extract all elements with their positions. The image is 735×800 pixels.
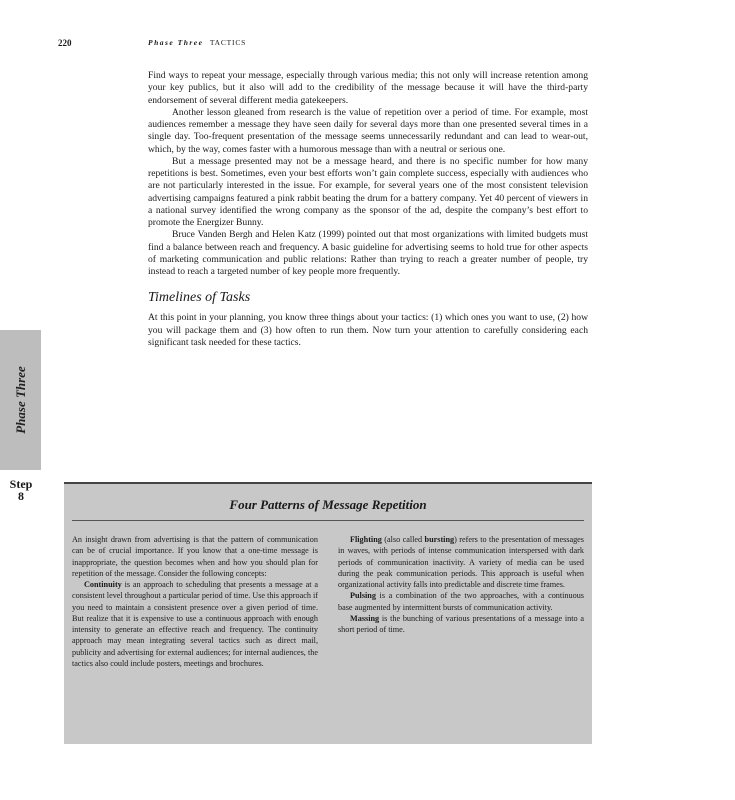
box-intro: An insight drawn from advertising is that the pattern of communication can be of crucial importance. If you know that a one-time message is inappropriate, the question becomes when and how you should plan for repetition of the message. Consider the following concepts: <box>72 535 318 578</box>
phase-side-tab <box>0 330 41 470</box>
box-paragraph-flighting <box>338 534 584 590</box>
running-head <box>148 38 246 47</box>
box-columns <box>72 534 584 669</box>
paragraph: Bruce Vanden Bergh and Helen Katz (1999) pointed out that most organizations with limited budgets must find a balance between reach and frequency. A basic guideline for advertising seems to hold true for other aspects of marketing communication and public relations: Rather than trying to reach a greater number of people, try instead to reach a targeted number of key people more frequently. <box>148 229 588 277</box>
flighting-pre: (also called <box>381 535 425 544</box>
section-heading: Timelines of Tasks <box>148 290 251 306</box>
step-number: 8 <box>18 489 24 503</box>
page-number: 220 <box>58 38 72 48</box>
box-divider <box>72 520 584 521</box>
sidebar-box <box>64 482 592 744</box>
flighting-text: ) refers to the presentation of messages in waves, with periods of intense communication interspersed with dark periods of communication inactivity. A variety of media can be used during the peak communication periods. This approach is useful when organizational activity falls into predictable and discrete time frames. <box>338 535 584 589</box>
term-pulsing: Pulsing <box>350 591 376 601</box>
body-text <box>148 70 588 349</box>
pulsing-text: is a combination of the two approaches, with a continuous base augmented by intermittent bursts of communication activity. <box>338 591 584 612</box>
massing-text: is the bunching of various presentations of a message into a short period of time. <box>338 613 584 634</box>
running-head-phase: Phase Three <box>148 38 204 47</box>
term-continuity: Continuity <box>84 580 122 589</box>
term-flighting: Flighting <box>350 535 382 544</box>
running-head-section: TACTICS <box>209 38 247 47</box>
box-column-left <box>72 534 318 669</box>
paragraph: At this point in your planning, you know three things about your tactics: (1) which ones you want to use, (2) how you will package them and (3) how often to run them. Now turn your attention to carefully considering each significant task needed for these tactics. <box>148 312 588 348</box>
paragraph: Find ways to repeat your message, especially through various media; this not only will increase retention among your key publics, but it also will add to the credibility of the message because it will have the third-party endorsement of several different media gatekeepers. <box>148 70 588 106</box>
paragraph: But a message presented may not be a message heard, and there is no specific number for how many repetitions is best. Sometimes, even your best efforts won’t gain complete success, especially with audiences who are not particularly interested in the issue. For example, for several years one of the most consistent television advertising campaigns featured a pink rabbit beating the drum for a battery company. Yet 40 percent of viewers in a national survey identified the wrong company as the sponsor of the ad, despite the company’s best effort to promote the Energizer Bunny. <box>148 155 588 228</box>
box-title: Four Patterns of Message Repetition <box>229 497 427 512</box>
term-massing: Massing <box>350 613 380 623</box>
box-paragraph-massing <box>338 613 584 636</box>
box-paragraph-pulsing <box>338 590 584 613</box>
continuity-text: is an approach to scheduling that presents a message at a consistent level throughout a particular period of time. Use this approach if you need to maintain a consistent presence over a given period of time. But realize that it is expensive to use a continuous approach with enough intensity to generate an effective reach and frequency. The continuity approach may mean integrating several tactics such as direct mail, publicity and advertising for external audiences; for internal audiences, the tactics also could include posters, meetings and brochures. <box>72 580 319 668</box>
box-column-right <box>338 534 584 669</box>
box-paragraph-continuity <box>72 579 318 669</box>
step-word: Step <box>9 477 33 491</box>
paragraph: Another lesson gleaned from research is the value of repetition over a period of time. For example, most audiences remember a message they have seen daily for several days more than one presented several times in a single day. Too-frequent presentation of the message seems unnecessarily redundant and can lead to wear-out, which, by the way, comes faster with a humorous message than with a neutral or serious one. <box>148 106 588 155</box>
running-header <box>0 38 735 52</box>
phase-side-tab-label: Phase Three <box>12 366 28 434</box>
step-marker <box>6 478 36 502</box>
term-bursting: bursting <box>424 535 455 544</box>
